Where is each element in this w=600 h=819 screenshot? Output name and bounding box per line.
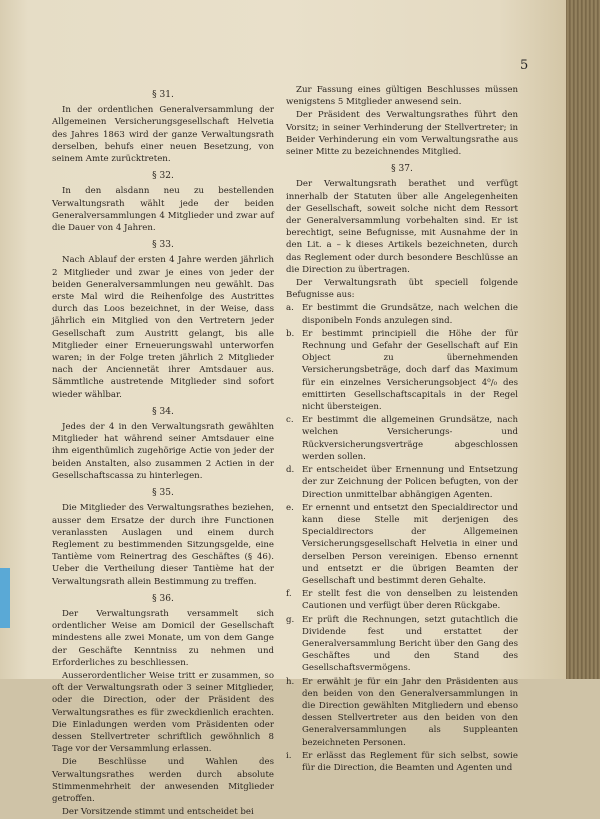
paragraph: In den alsdann neu zu bestellenden Verwaltungsrath wählt jede der beiden Generalversammlungen 4 Mitglieder und zwar auf die Dauer von 4 Jahren. bbox=[52, 186, 274, 234]
list-item bbox=[286, 302, 518, 326]
list-item-label: i. bbox=[286, 750, 292, 761]
list-item bbox=[286, 502, 518, 587]
paragraph: Der Verwaltungsrath versammelt sich ordentlicher Weise am Domicil der Gesellschaft mindestens alle zwei Monate, um von dem Gange der Geschäfte Kenntniss zu nehmen und Erforderliches zu beschliessen. bbox=[52, 608, 274, 668]
section-heading: § 33. bbox=[152, 240, 174, 251]
list-item bbox=[286, 588, 518, 612]
list-item bbox=[286, 328, 518, 413]
list-item bbox=[286, 750, 518, 774]
list-item-label: d. bbox=[286, 465, 295, 476]
paragraph: Der Präsident des Verwaltungsrathes führt den Vorsitz; in seiner Verhinderung der Stellvertreter; in Beider Verhinderung ein vom Verwaltungsrathe aus seiner Mitte zu bezeichnendes Mitglied. bbox=[286, 110, 518, 158]
section-heading: § 35. bbox=[152, 488, 174, 499]
blue-page-tab bbox=[0, 568, 10, 628]
list-item-text: Er entscheidet über Ernennung und Entsetzung der zur Zeichnung der Policen befugten, von der Direction unmittelbar abhängigen Agenten. bbox=[302, 465, 518, 500]
right-text-column bbox=[286, 84, 518, 775]
paragraph: Nach Ablauf der ersten 4 Jahre werden jährlich 2 Mitglieder und zwar je eines von jeder der beiden Generalversammlungen neu gewählt. Das erste Mal wird die Reihenfolge des Austrittes durch das Loos bezeichnet, in der Weise, dass jährlich ein Mitglied von den Vertretern jeder Gesellschaft zum Austritt gelangt, bis alle Mitglieder einer Erneuerungswahl unterworfen waren; in der Folge treten jährlich 2 Mitglieder nach der Anciennetät ihrer Amtsdauer aus. Sämmtliche austretende Mitglieder sind sofort wieder wählbar. bbox=[52, 255, 274, 400]
paragraph: Ausserordentlicher Weise tritt er zusammen, so oft der Verwaltungsrath oder 3 seiner Mitglieder, oder die Direction, oder der Präsident des Verwaltungsrathes es für zweckdienlich erachten. Die Einladungen werden vom Präsidenten oder dessen Stellvertreter schriftlich gewöhnlich 8 Tage vor der Versammlung erlassen. bbox=[52, 670, 274, 755]
list-item-label: h. bbox=[286, 676, 295, 687]
list-item-text: Er ernennt und entsetzt den Specialdirector und kann diese Stelle mit derjenigen des Specialdirectors der Allgemeinen Versicherungsgesellschaft Helvetia in einer und derselben Person vereinigen. Ebenso ernennt und entsetzt er die übrigen Beamten der Gesellschaft und bestimmt deren Gehalte. bbox=[302, 502, 518, 586]
book-page-edges bbox=[566, 0, 600, 679]
paragraph: Zur Fassung eines gültigen Beschlusses müssen wenigstens 5 Mitglieder anwesend sein. bbox=[286, 85, 518, 108]
list-item-label: g. bbox=[286, 614, 295, 625]
list-item-text: Er prüft die Rechnungen, setzt gutachtlich die Dividende fest und erstattet der Generalversammlung Bericht über den Gang des Geschäftes und den Stand des Gesellschaftsvermögens. bbox=[302, 614, 518, 674]
list-item bbox=[286, 676, 518, 749]
list-item bbox=[286, 464, 518, 501]
page-number: 5 bbox=[520, 58, 529, 73]
list-item-label: e. bbox=[286, 502, 294, 513]
paragraph: Jedes der 4 in den Verwaltungsrath gewählten Mitglieder hat während seiner Amtsdauer eine ihm eigenthümlich zugehörige Actie von jeder der beiden Anstalten, also zusammen 2 Actien in der Gesellschaftscassa zu hinterlegen. bbox=[52, 422, 274, 481]
list-item-label: b. bbox=[286, 328, 295, 339]
section-heading: § 36. bbox=[152, 593, 174, 604]
list-item-label: f. bbox=[286, 589, 292, 600]
list-item-text: Er stellt fest die von denselben zu leistenden Cautionen und verfügt über deren Rückgabe. bbox=[302, 589, 518, 612]
paragraph: Der Verwaltungsrath übt speciell folgende Befugnisse aus: bbox=[286, 278, 518, 301]
paragraph: Der Vorsitzende stimmt und entscheidet bei bbox=[62, 807, 254, 818]
section-heading: § 32. bbox=[152, 171, 174, 182]
list-item bbox=[286, 614, 518, 675]
section-heading: § 37. bbox=[391, 164, 413, 175]
section-heading: § 34. bbox=[152, 406, 174, 417]
list-item-text: Er erwählt je für ein Jahr den Präsidenten aus den beiden von den Generalversammlungen in die Direction gewählten Mitgliedern und ebenso dessen Stellvertreter aus den beiden von den Generalversammlungen als Suppleanten bezeichneten Personen. bbox=[302, 676, 518, 748]
list-item-text: Er bestimmt die allgemeinen Grundsätze, nach welchen Versicherungs- und Rückversicherungsverträge abgeschlossen werden sollen. bbox=[302, 415, 518, 462]
list-item-label: a. bbox=[286, 303, 294, 314]
list-item bbox=[286, 414, 518, 463]
paragraph: In der ordentlichen Generalversammlung der Allgemeinen Versicherungsgesellschaft Helvetia des Jahres 1863 wird der ganze Verwaltungsrath derselben, behufs einer neuen Besetzung, von seinem Amte zurücktreten. bbox=[52, 105, 274, 165]
list-item-label: c. bbox=[286, 415, 294, 426]
section-heading: § 31. bbox=[152, 90, 174, 100]
paragraph: Die Mitglieder des Verwaltungsrathes beziehen, ausser dem Ersatze der durch ihre Functionen veranlassten Auslagen und einem durch Reglement zu bestimmenden Sitzungsgelde, eine Tantième vom Reinertrag des Geschäftes (§ 46). Ueber die Vertheilung dieser Tantième hat der Verwaltungsrath allein Bestimmung zu treffen. bbox=[52, 503, 274, 587]
list-item-text: Er bestimmt principiell die Höhe der für Rechnung und Gefahr der Gesellschaft auf Ein Object zu übernehmenden Versicherungsbeträge, doch darf das Maximum für ein einzelnes Versicherungsobject 4⁰/₀ des emittirten Gesellschaftscapitals in der Regel nicht übersteigen. bbox=[302, 328, 518, 413]
list-item-text: Er erlässt das Reglement für sich selbst, sowie für die Direction, die Beamten und Agenten und bbox=[302, 750, 518, 773]
paragraph: Die Beschlüsse und Wahlen des Verwaltungsrathes werden durch absolute Stimmenmehrheit der anwesenden Mitglieder getroffen. bbox=[52, 757, 274, 804]
list-item-text: Er bestimmt die Grundsätze, nach welchen die disponibeln Fonds anzulegen sind. bbox=[302, 303, 518, 326]
paragraph: Der Verwaltungsrath berathet und verfügt innerhalb der Statuten über alle Angelegenheiten der Gesellschaft, soweit solche nicht dem Ressort der Generalversammlung vorbehalten sind. Er ist berechtigt, seine Befugnisse, mit Ausnahme der in den Lit. a – k dieses Artikels bezeichneten, durch das Reglement oder durch besondere Beschlüsse an die Direction zu übertragen. bbox=[286, 179, 518, 275]
left-text-column bbox=[52, 84, 274, 819]
